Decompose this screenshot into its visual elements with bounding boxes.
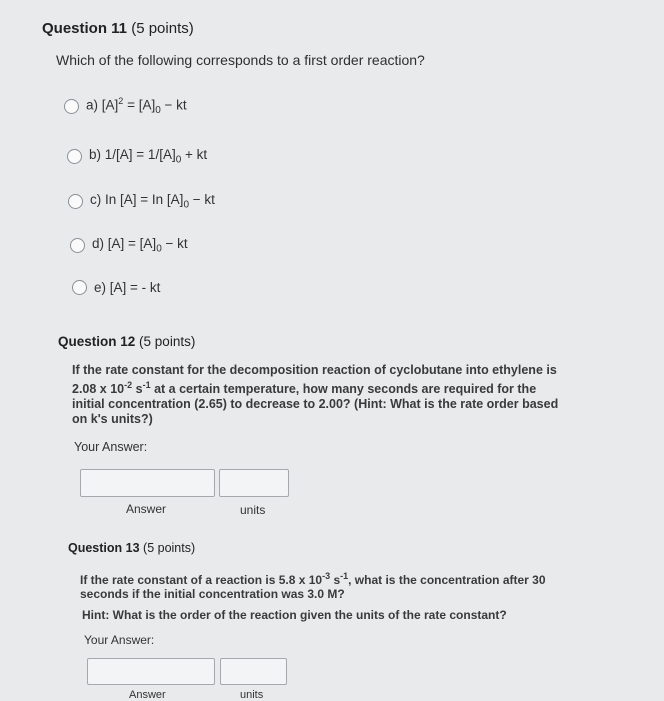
option-b-radio[interactable]: [67, 149, 82, 164]
option-e-radio[interactable]: [72, 280, 87, 295]
option-c[interactable]: [68, 192, 215, 211]
question-12-answer-caption: Answer: [126, 502, 167, 516]
option-d[interactable]: [70, 236, 188, 255]
question-13-your-answer-label: Your Answer:: [84, 633, 155, 647]
question-12-title: Question 12 (5 points): [58, 334, 196, 349]
option-e-label: e) [A] = - kt: [94, 280, 161, 295]
option-a-radio[interactable]: [64, 99, 79, 114]
option-b[interactable]: [67, 147, 207, 166]
question-13-answer-caption: Answer: [129, 689, 166, 701]
question-12-points: (5 points): [139, 334, 196, 349]
question-13-answer-input[interactable]: [87, 658, 215, 685]
option-c-label: c) In [A] = In $[A]_0$ − kt: [90, 192, 215, 211]
question-12-prompt: If the rate constant for the decomposition reaction of cyclobutane into ethylene is 2.08 x $10^{-2}$ $s^{-1}$ at a certain temperature, how many seconds are required for the initial concentration (2.65) to decrease to 2.00? (Hint: What is the rate order based on k's units?): [72, 363, 559, 427]
question-12-answer-input[interactable]: [80, 469, 215, 497]
question-12-units-input[interactable]: [219, 469, 289, 497]
option-a-label: a) $[A]^2 = [A]_0$ − kt: [86, 96, 187, 117]
question-12-units-caption: units: [240, 503, 266, 517]
question-13-title: Question 13 (5 points): [68, 541, 196, 555]
question-13-units-input[interactable]: [220, 658, 287, 685]
question-11-title: Question 11 (5 points): [42, 20, 194, 37]
option-b-label: b) $1/[A] = 1/[A]_0$ + kt: [89, 147, 208, 166]
question-11-points: (5 points): [131, 20, 194, 37]
option-e[interactable]: [72, 280, 160, 295]
option-d-radio[interactable]: [70, 238, 85, 253]
option-c-radio[interactable]: [68, 194, 83, 209]
option-d-label: d) $[A] = [A]_0$ − kt: [92, 236, 188, 255]
question-12-your-answer-label: Your Answer:: [74, 440, 148, 454]
question-13-hint: Hint: What is the order of the reaction given the units of the rate constant?: [82, 608, 507, 622]
question-13-points: (5 points): [143, 541, 196, 555]
option-a[interactable]: [64, 96, 187, 116]
question-13-units-caption: units: [240, 689, 264, 701]
question-13-prompt: If the rate constant of a reaction is 5.8 x $10^{-3}$ $s^{-1}$, what is the concentration after 30 seconds if the initial concentration was 3.0 M?: [80, 571, 546, 601]
question-11-prompt: Which of the following corresponds to a first order reaction?: [56, 52, 425, 68]
